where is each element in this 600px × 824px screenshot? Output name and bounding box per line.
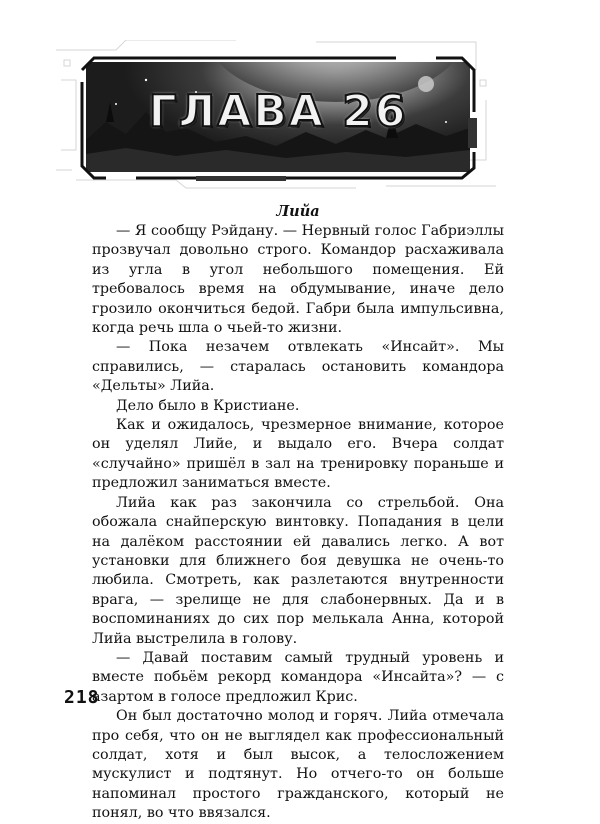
paragraph: — Я сообщу Рэйдану. — Нервный голос Габриэллы прозвучал довольно строго. Командор расхаживала из угла в угол небольшого помещения. Ей требовалось время на обдумывание, иначе дело грозило окончиться бедой. Габри была импульсивна, когда речь шла о чьей-то жизни. [92,223,504,337]
paragraph: Как и ожидалось, чрезмерное внимание, которое он уделял Лийе, и выдало его. Вчера солдат «случайно» пришёл в зал на тренировку пораньше и предложил заниматься вместе. [92,417,504,492]
chapter-title: ГЛАВА 26 [148,86,408,137]
page-number: 218 [64,687,100,708]
banner-frame [76,52,480,182]
paragraph: Дело было в Кристиане. [116,397,300,414]
section-heading: Лийа [276,203,320,220]
paragraph: — Пока незачем отвлекать «Инсайт». Мы справились, — старалась остановить командора «Дельты» Лийа. [92,339,504,395]
paragraph: Он был достаточно молод и горяч. Лийа отмечала про себя, что он не выглядел как профессиональный солдат, хотя и был высок, а телосложением мускулист и подтянут. Но отчего-то он больше напоминал простого гражданского, который не понял, во что ввязался. [92,708,504,822]
chapter-header [56,40,496,190]
paragraph: — Давай поставим самый трудный уровень и вместе побьём рекорд командора «Инсайта»? — с азартом в голосе предложил Крис. [92,649,504,705]
paragraph: Лийа как раз закончила со стрельбой. Она обожала снайперскую винтовку. Попадания в цели на далёком расстоянии ей давались легко. А вот установки для ближнего боя девушка не очень-то любила. Смотреть, как разлетаются внутренности врага, — зрелище не для слабонервных. Да и в воспоминаниях до сих пор мелькала Анна, которой Лийа выстрелила в голову. [92,494,504,647]
chapter-text [92,202,504,824]
